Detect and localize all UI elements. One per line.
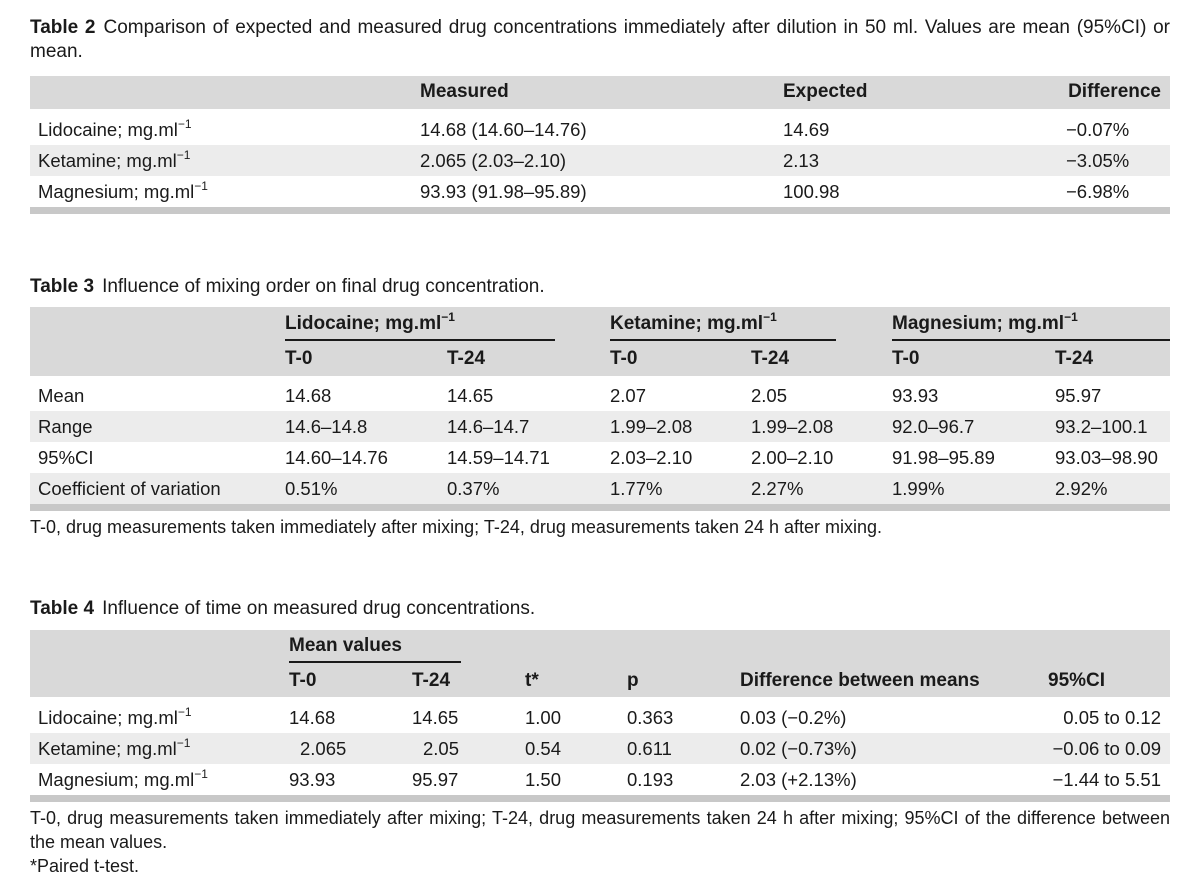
value-cell: 2.27% [751, 478, 804, 499]
subheader-t24: T-24 [1055, 348, 1094, 369]
value-cell: 1.77% [610, 478, 663, 499]
expected-cell: 2.13 [783, 150, 820, 171]
value-cell: 14.6–14.7 [447, 416, 530, 437]
value-cell: 1.00 [525, 707, 562, 728]
expected-cell: 14.69 [783, 119, 830, 140]
value-cell: 91.98–95.89 [892, 447, 995, 468]
table-bottom-rule [30, 504, 1170, 511]
value-cell: 1.99% [892, 478, 945, 499]
subheader-t0: T-0 [610, 348, 638, 369]
value-cell: −1.44 to 5.51 [1052, 769, 1161, 790]
group-rule [610, 339, 836, 341]
row-label: Mean [38, 385, 85, 406]
table-row [30, 114, 1170, 145]
value-cell: 1.99–2.08 [610, 416, 693, 437]
table-3-body [30, 307, 1170, 539]
value-cell: 2.05 [751, 385, 788, 406]
col-header-expected: Expected [783, 81, 868, 102]
group-rule [289, 661, 461, 663]
value-cell: 0.611 [627, 738, 672, 759]
col-header-t24: T-24 [412, 670, 451, 691]
difference-cell: −3.05% [1066, 150, 1130, 171]
row-label [38, 114, 192, 145]
value-cell: 92.0–96.7 [892, 416, 975, 437]
value-cell: 0.03 (−0.2%) [740, 707, 847, 728]
measured-cell: 2.065 (2.03–2.10) [420, 150, 567, 171]
group-header-lidocaine [285, 309, 455, 335]
table-4-caption [30, 597, 1170, 621]
row-label-text: Ketamine; mg.ml [38, 738, 177, 759]
row-label [38, 702, 192, 733]
table-bottom-rule [30, 795, 1170, 802]
table-2-caption-text: Comparison of expected and measured drug concentrations immediately after dilution in 50 ml. Values are mean (95%CI) or mean. [30, 17, 1171, 62]
table-3-caption [30, 275, 1170, 299]
unit-exponent: −1 [441, 309, 455, 324]
row-label: Coefficient of variation [38, 478, 221, 499]
table-2-label: Table 2 [30, 17, 96, 38]
value-cell: 93.93 [892, 385, 939, 406]
measured-cell: 14.68 (14.60–14.76) [420, 119, 587, 140]
unit-exponent: −1 [194, 178, 208, 193]
subheader-t24: T-24 [751, 348, 790, 369]
value-cell: 14.65 [447, 385, 494, 406]
measured-cell: 93.93 (91.98–95.89) [420, 181, 587, 202]
row-label: 95%CI [38, 447, 94, 468]
col-header-t-statistic: t* [525, 670, 539, 691]
value-cell: 0.05 to 0.12 [1063, 707, 1161, 728]
table-3-footnote: T-0, drug measurements taken immediately after mixing; T-24, drug measurements taken 24 h after mixing. [30, 517, 883, 537]
value-cell: 14.68 [285, 385, 332, 406]
col-header-difference: Difference [1068, 81, 1161, 102]
col-header-95ci: 95%CI [1048, 670, 1106, 691]
subheader-t0: T-0 [892, 348, 920, 369]
value-cell: 2.03–2.10 [610, 447, 693, 468]
value-cell: 14.60–14.76 [285, 447, 388, 468]
value-cell: 14.59–14.71 [447, 447, 550, 468]
unit-exponent: −1 [177, 704, 192, 719]
subheader-t24: T-24 [447, 348, 486, 369]
row-label-text: Magnesium; mg.ml [38, 181, 195, 202]
table-2 [30, 16, 1171, 202]
table-3-header [30, 307, 1170, 376]
row-label-text: Lidocaine; mg.ml [38, 707, 178, 728]
table-row [30, 176, 1170, 207]
table-bottom-rule [30, 207, 1170, 214]
table-4-caption-text: Influence of time on measured drug concentrations. [102, 598, 536, 619]
table-row [30, 380, 1170, 411]
table-4-header [30, 630, 1170, 697]
unit-exponent: −1 [177, 116, 192, 131]
value-cell: 2.05 [423, 738, 460, 759]
table-row [30, 473, 1170, 504]
row-label-text: Magnesium; mg.ml [38, 769, 195, 790]
col-header-difference-between-means: Difference between means [740, 670, 980, 691]
row-label [38, 764, 208, 795]
row-label [38, 145, 190, 176]
table-3-caption-text: Influence of mixing order on final drug concentration. [102, 276, 545, 297]
row-label [38, 733, 190, 764]
value-cell: 14.68 [289, 707, 336, 728]
group-header-magnesium [892, 309, 1078, 335]
unit-exponent: −1 [176, 735, 191, 750]
table-4-footnote-paired-t-test: *Paired t-test. [30, 856, 140, 876]
value-cell: 0.51% [285, 478, 338, 499]
difference-cell: −6.98% [1066, 181, 1130, 202]
group-header-mean-values: Mean values [289, 635, 402, 656]
value-cell: 2.03 (+2.13%) [740, 769, 857, 790]
table-3 [30, 275, 1170, 537]
value-cell: 14.65 [412, 707, 459, 728]
value-cell: 2.07 [610, 385, 647, 406]
table-4-body [30, 630, 1170, 878]
col-header-t0: T-0 [289, 670, 317, 691]
difference-cell: −0.07% [1066, 119, 1130, 140]
table-4-footnote: T-0, drug measurements taken immediately after mixing; T-24, drug measurements taken 24 h after mixing; 95%CI of the difference between the mean values. [30, 808, 1170, 852]
table-2-header [30, 76, 1170, 109]
value-cell: 0.02 (−0.73%) [740, 738, 857, 759]
value-cell: 0.193 [627, 769, 674, 790]
row-label-text: Lidocaine; mg.ml [38, 119, 178, 140]
value-cell: −0.06 to 0.09 [1052, 738, 1161, 759]
col-header-measured: Measured [420, 81, 509, 102]
unit-exponent: −1 [763, 309, 777, 324]
value-cell: 2.065 [300, 738, 347, 759]
group-rule [285, 339, 555, 341]
value-cell: 95.97 [1055, 385, 1102, 406]
expected-cell: 100.98 [783, 181, 840, 202]
value-cell: 93.93 [289, 769, 336, 790]
table-2-caption [30, 16, 1170, 64]
table-row [30, 764, 1170, 795]
value-cell: 2.00–2.10 [751, 447, 834, 468]
group-header-text: Lidocaine; mg.ml [285, 313, 442, 334]
unit-exponent: −1 [1064, 309, 1078, 324]
table-row [30, 702, 1170, 733]
value-cell: 0.363 [627, 707, 674, 728]
group-header-text: Ketamine; mg.ml [610, 313, 764, 334]
value-cell: 14.6–14.8 [285, 416, 368, 437]
table-4-label: Table 4 [30, 598, 95, 619]
group-header-text: Magnesium; mg.ml [892, 313, 1065, 334]
value-cell: 0.37% [447, 478, 500, 499]
row-label-text: Ketamine; mg.ml [38, 150, 177, 171]
value-cell: 95.97 [412, 769, 459, 790]
group-rule [892, 339, 1170, 341]
value-cell: 1.50 [525, 769, 562, 790]
table-row [30, 442, 1170, 473]
row-label: Range [38, 416, 93, 437]
group-header-ketamine [610, 309, 777, 335]
subheader-t0: T-0 [285, 348, 313, 369]
table-4 [30, 597, 1170, 876]
unit-exponent: −1 [176, 147, 191, 162]
table-2-body [30, 76, 1170, 214]
value-cell: 0.54 [525, 738, 562, 759]
value-cell: 1.99–2.08 [751, 416, 834, 437]
value-cell: 93.2–100.1 [1055, 416, 1148, 437]
table-row [30, 145, 1170, 176]
table-3-label: Table 3 [30, 276, 95, 297]
table-row [30, 733, 1170, 764]
col-header-p: p [627, 670, 639, 691]
unit-exponent: −1 [194, 766, 208, 781]
row-label [38, 176, 208, 207]
value-cell: 93.03–98.90 [1055, 447, 1158, 468]
value-cell: 2.92% [1055, 478, 1108, 499]
table-row [30, 411, 1170, 442]
